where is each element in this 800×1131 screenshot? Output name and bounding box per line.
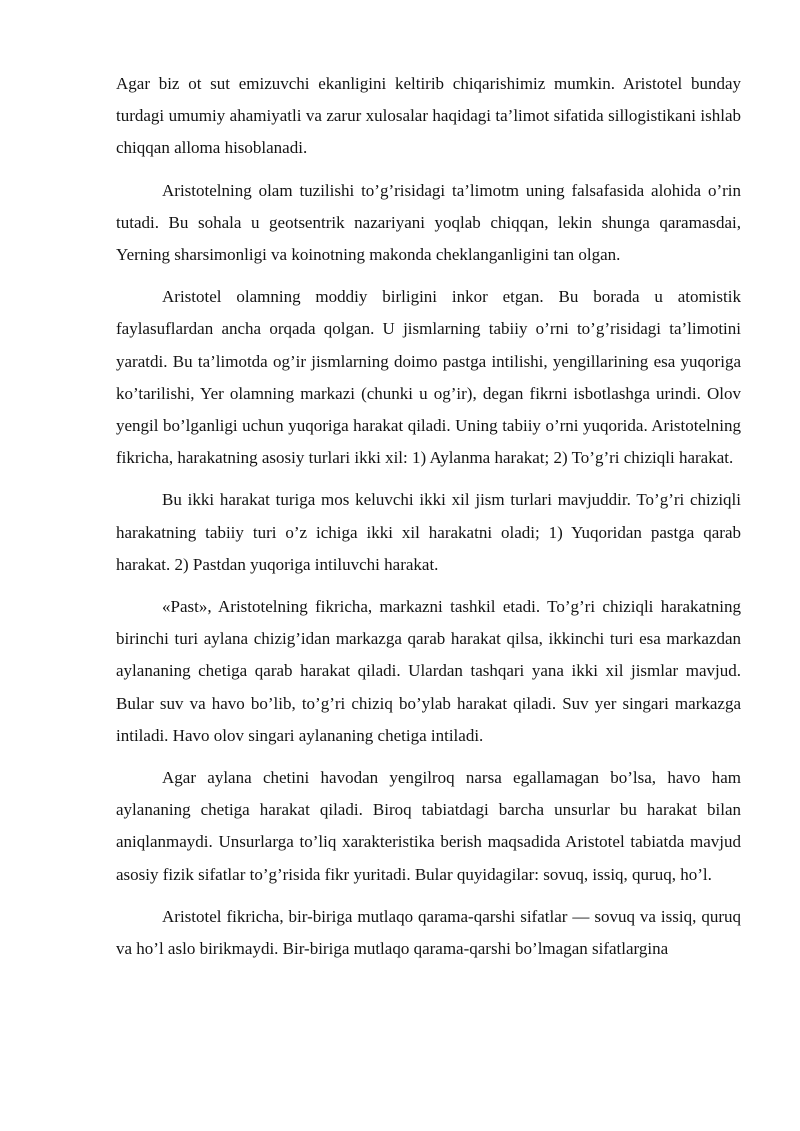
- paragraph-3: Aristotel olamning moddiy birligini inkor etgan. Bu borada u atomistik faylasuflardan ancha orqada qolgan. U jismlarning tabiiy o’rni to’g’risidagi ta’limotini yaratdi. Bu ta’limotda og’ir jismlarning doimo pastga intilishi, yengillarining esa yuqoriga ko’tarilishi, Yer olamning markazi (chunki u og’ir), degan fikrni isbotlashga urindi. Olov yengil bo’lganligi uchun yuqoriga harakat qiladi. Uning tabiiy o’rni yuqorida. Aristotelning fikricha, harakatning asosiy turlari ikki xil: 1) Aylanma harakat; 2) To’g’ri chiziqli harakat.: [116, 287, 741, 468]
- paragraph-4: Bu ikki harakat turiga mos keluvchi ikki xil jism turlari mavjuddir. To’g’ri chiziqli harakatning tabiiy turi o’z ichiga ikki xil harakatni oladi; 1) Yuqoridan pastga qarab harakat. 2) Pastdan yuqoriga intiluvchi harakat.: [116, 490, 741, 574]
- paragraph-spacer: [116, 581, 741, 591]
- paragraph-spacer: [116, 891, 741, 901]
- paragraph-5: «Past», Aristotelning fikricha, markazni tashkil etadi. To’g’ri chiziqli harakatning birinchi turi aylana chizig’idan markazga qarab harakat qilsa, ikkinchi turi esa markazdan aylananing chetiga qarab harakat qiladi. Ulardan tashqari yana ikki xil jismlar mavjud. Bular suv va havo bo’lib, to’g’ri chiziq bo’ylab harakat qiladi. Suv yer singari markazga intiladi. Havo olov singari aylananing chetiga intiladi.: [116, 597, 741, 745]
- document-page: [116, 68, 741, 965]
- paragraph-spacer: [116, 474, 741, 484]
- paragraph-spacer: [116, 165, 741, 175]
- paragraph-7: Aristotel fikricha, bir-biriga mutlaqo qarama-qarshi sifatlar — sovuq va issiq, quruq va ho’l aslo birikmaydi. Bir-biriga mutlaqo qarama-qarshi bo’lmagan sifatlargina: [116, 906, 741, 959]
- paragraph-spacer: [116, 271, 741, 281]
- paragraph-1: Agar biz ot sut emizuvchi ekanligini keltirib chiqarishimiz mumkin. Aristotel bunday turdagi umumiy ahamiyatli va zarur xulosalar haqidagi ta’limot sifatida sillogistikani ishlab chiqqan alloma hisoblanadi.: [116, 74, 741, 158]
- paragraph-2: Aristotelning olam tuzilishi to’g’risidagi ta’limotm uning falsafasida alohida o’rin tutadi. Bu sohala u geotsentrik nazariyani yoqlab chiqqan, lekin shunga qaramasdai, Yerning sharsimonligi va koinotning makonda cheklanganligini tan olgan.: [116, 180, 741, 265]
- paragraph-spacer: [116, 752, 741, 762]
- paragraph-6: Agar aylana chetini havodan yengilroq narsa egallamagan bo’lsa, havo ham aylananing chetiga harakat qiladi. Biroq tabiatdagi barcha unsurlar bu harakat bilan aniqlanmaydi. Unsurlarga to’liq xarakteristika berish maqsadida Aristotel tabiatda mavjud asosiy fizik sifatlar to’g’risida fikr yuritadi. Bular quyidagilar: sovuq, issiq, quruq, ho’l.: [116, 768, 741, 884]
